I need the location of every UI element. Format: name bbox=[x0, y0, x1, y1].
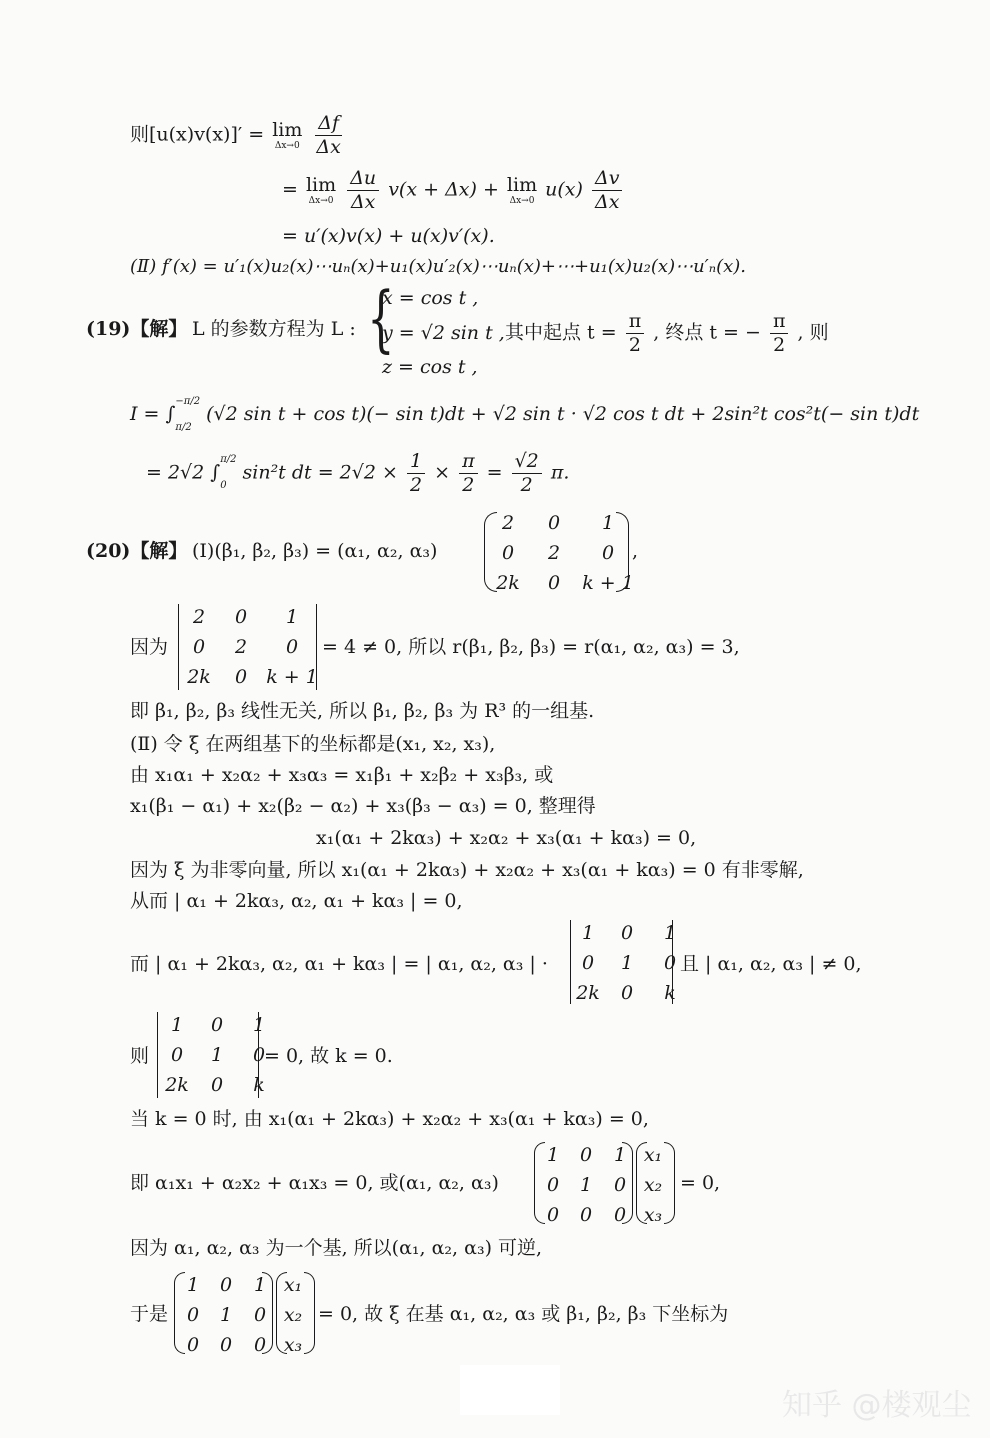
det-bar-left bbox=[157, 1012, 158, 1098]
p20-line-15-b: = 0, 故 ξ 在基 α₁, α₂, α₃ 或 β₁, β₂, β₃ 下坐标为 bbox=[318, 1303, 729, 1325]
fraction: $\frac{\Delta u}{\Delta x}$ bbox=[347, 167, 379, 214]
p20-line-10-b: 且 | α₁, α₂, α₃ | ≠ 0, bbox=[680, 953, 862, 975]
determinant-3: 1 0 1 0 1 0 2k 0 k bbox=[165, 1014, 266, 1096]
limit: lim Δx→0 bbox=[272, 118, 303, 152]
problem-19-lead: L 的参数方程为 L : bbox=[192, 318, 356, 340]
p20-line-1: (Ⅰ)(β₁, β₂, β₃) = (α₁, α₂, α₃) bbox=[192, 540, 438, 562]
p20-line-2-b: = 4 ≠ 0, 所以 r(β₁, β₂, β₃) = r(α₁, α₂, α₃) = 3, bbox=[322, 636, 740, 658]
matrix-5: 1 0 1 0 1 0 0 0 0 bbox=[186, 1274, 267, 1356]
p20-line-12: 当 k = 0 时, 由 x₁(α₁ + 2kα₃) + x₂α₂ + x₃(α₁ + kα₃) = 0, bbox=[130, 1108, 649, 1130]
p20-line-6: x₁(β₁ − α₁) + x₂(β₂ − α₂) + x₃(β₃ − α₃) = 0, 整理得 bbox=[130, 795, 596, 817]
problem-19-tag: (19)【解】 bbox=[86, 318, 188, 340]
vector-x: x₁ x₂ x₃ bbox=[283, 1274, 303, 1356]
fraction: $\frac{\Delta v}{\Delta x}$ bbox=[592, 167, 622, 214]
p20-line-4: (Ⅱ) 令 ξ 在两组基下的坐标都是(x₁, x₂, x₃), bbox=[130, 733, 496, 755]
det-bar-left bbox=[178, 604, 179, 690]
p20-line-15-a: 于是 bbox=[130, 1303, 169, 1325]
footer-blank bbox=[460, 1365, 560, 1415]
deriv-line-4: (Ⅱ) f′(x) = u′₁(x)u₂(x)⋯uₙ(x)+u₁(x)u′₂(x)⋯uₙ(x)+⋯+u₁(x)u₂(x)⋯u′ₙ(x). bbox=[130, 256, 746, 277]
deriv-line-2: = lim Δx→0 $\frac{\Delta u}{\Delta x}$ v(x + Δx) + lim Δx→0 u(x) $\frac{\Delta v}{\Delta x}$ bbox=[282, 167, 625, 214]
limit: lim Δx→0 bbox=[305, 173, 337, 207]
watermark: 知乎 @楼观尘 bbox=[782, 1388, 972, 1423]
limit: lim Δx→0 bbox=[506, 173, 538, 207]
system-eq-2: y = √2 sin t , bbox=[382, 322, 505, 344]
det-bar-left bbox=[570, 920, 571, 1004]
deriv-lhs: 则[u(x)v(x)]′ = bbox=[130, 123, 271, 146]
p20-line-3: 即 β₁, β₂, β₃ 线性无关, 所以 β₁, β₂, β₃ 为 R³ 的一组基. bbox=[130, 700, 595, 722]
p20-line-2-a: 因为 bbox=[130, 636, 169, 658]
integral-line-2: = 2√2 ∫ π/2 0 sin²t dt = 2√2 × $\frac{1}{2}$ × $\frac{\pi}{2}$ = $\frac{√2}{2}$ π. bbox=[146, 450, 570, 496]
det-bar-right bbox=[258, 1012, 259, 1098]
integral-line-1: I = ∫ −π/2 π/2 (√2 sin t + cos t)(− sin t)dt + √2 sin t · √2 cos t dt + 2sin²t cos²t(− sin t)dt bbox=[130, 396, 920, 433]
matrix-right-paren bbox=[616, 512, 629, 592]
system-eq-1: x = cos t , bbox=[382, 287, 479, 309]
system-brace: { bbox=[367, 276, 395, 360]
matrix-1: 2 0 1 0 2 0 2k 0 k + 1 bbox=[496, 512, 634, 594]
det-bar-right bbox=[672, 920, 673, 1004]
vector-x: x₁ x₂ x₃ bbox=[643, 1144, 663, 1226]
p20-line-10-a: 而 | α₁ + 2kα₃, α₂, α₁ + kα₃ | = | α₁, α₂, α₃ | · bbox=[130, 953, 548, 975]
matrix-4: 1 0 1 0 1 0 0 0 0 bbox=[546, 1144, 627, 1226]
p20-line-5: 由 x₁α₁ + x₂α₂ + x₃α₃ = x₁β₁ + x₂β₂ + x₃β₃, 或 bbox=[130, 764, 554, 786]
deriv-line-3: = u′(x)v(x) + u(x)v′(x). bbox=[282, 225, 495, 247]
determinant-2: 1 0 1 0 1 0 2k 0 k bbox=[576, 922, 677, 1004]
deriv-line-1 bbox=[130, 112, 347, 159]
p20-line-14: 因为 α₁, α₂, α₃ 为一个基, 所以(α₁, α₂, α₃) 可逆, bbox=[130, 1237, 543, 1259]
fraction: $\frac{\Delta f}{\Delta x}$ bbox=[316, 112, 341, 158]
p20-line-13-a: 即 α₁x₁ + α₂x₂ + α₁x₃ = 0, 或(α₁, α₂, α₃) bbox=[130, 1172, 499, 1194]
p20-line-11-a: 则 bbox=[130, 1045, 150, 1067]
p20-line-11-b: = 0, 故 k = 0. bbox=[264, 1045, 393, 1067]
determinant-1: 2 0 1 0 2 0 2k 0 k + 1 bbox=[187, 606, 318, 688]
p20-line-7: x₁(α₁ + 2kα₃) + x₂α₂ + x₃(α₁ + kα₃) = 0, bbox=[316, 827, 697, 849]
det-bar-right bbox=[316, 604, 317, 690]
system-eq-3: z = cos t , bbox=[382, 356, 478, 378]
p20-line-8: 因为 ξ 为非零向量, 所以 x₁(α₁ + 2kα₃) + x₂α₂ + x₃(α₁ + kα₃) = 0 有非零解, bbox=[130, 859, 804, 881]
problem-20-tag: (20)【解】 bbox=[86, 540, 188, 562]
problem-19-endpoints: 其中起点 t = $\frac{\pi}{2}$ , 终点 t = − $\frac{\pi}{2}$ , 则 bbox=[505, 310, 829, 356]
p20-line-9: 从而 | α₁ + 2kα₃, α₂, α₁ + kα₃ | = 0, bbox=[130, 890, 463, 912]
